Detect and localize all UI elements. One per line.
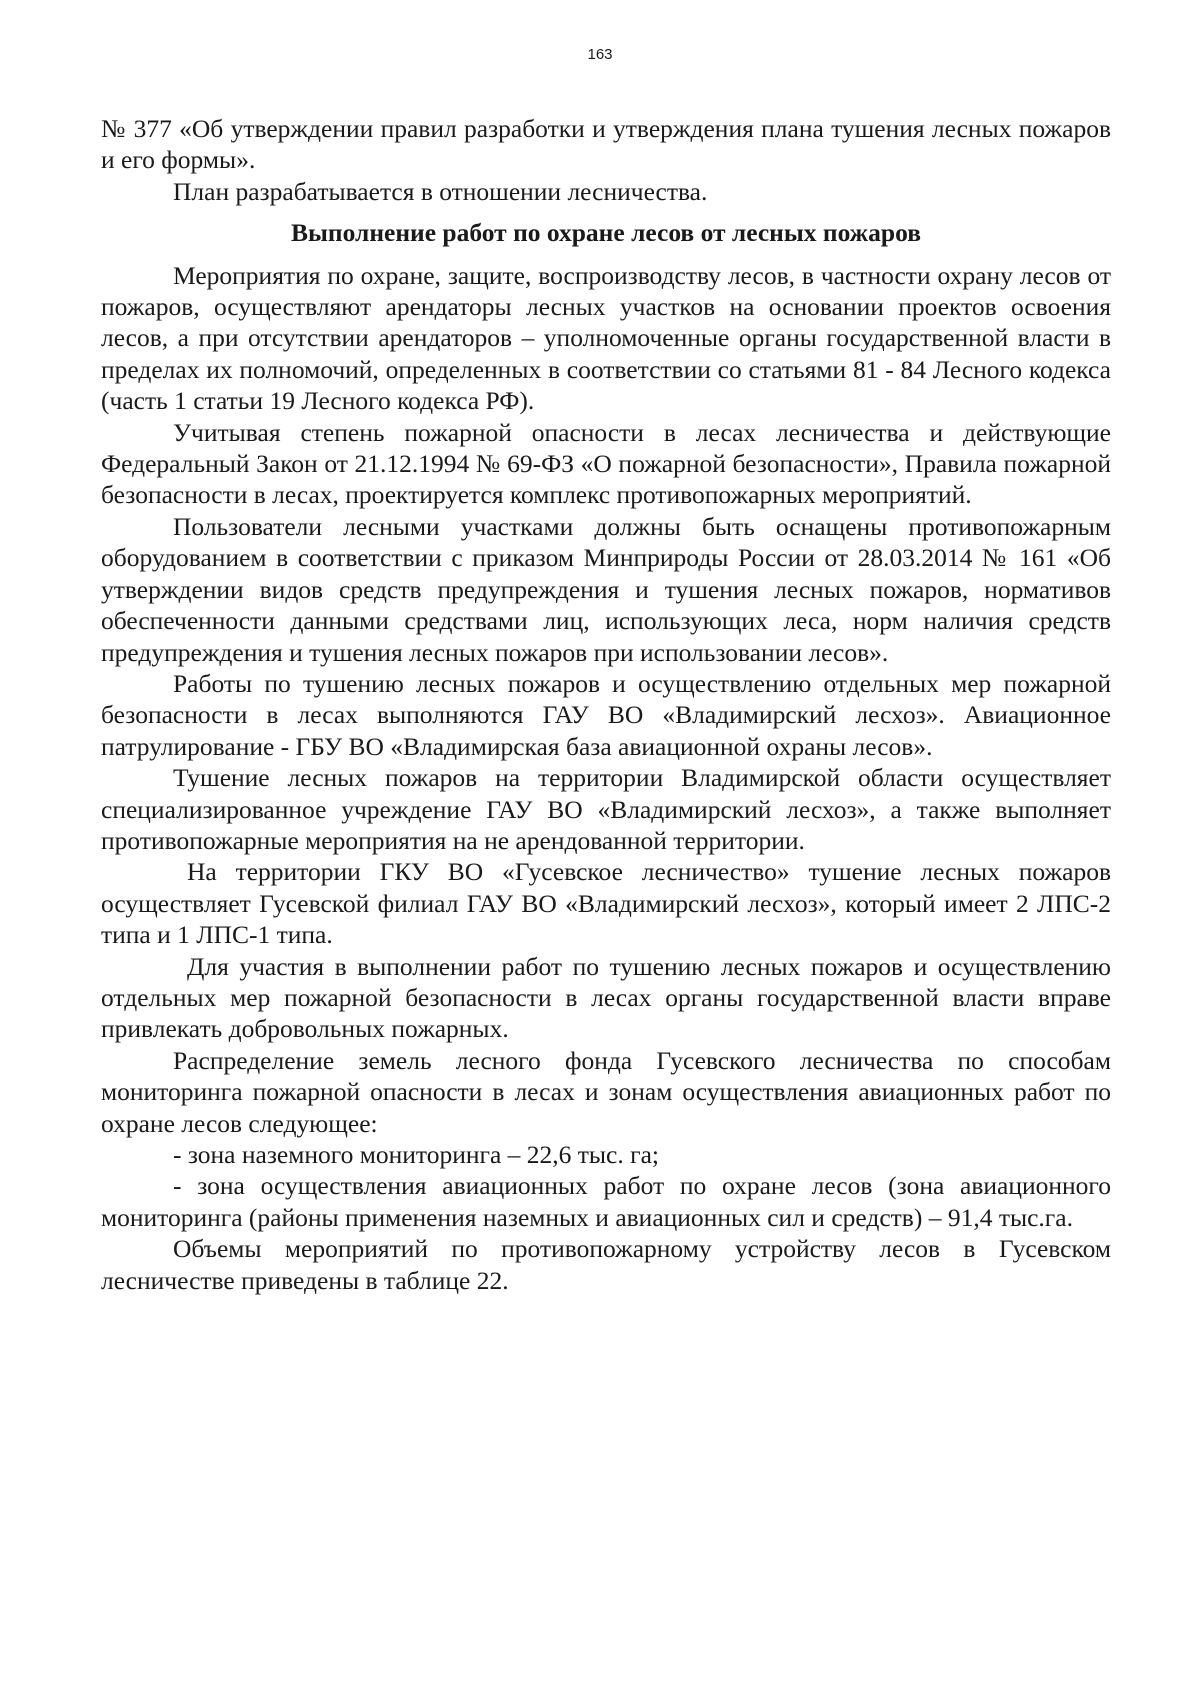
paragraph-firefighting-works: Работы по тушению лесных пожаров и осуществлению отдельных мер пожарной безопасности в лесах выполняются ГАУ ВО «Владимирский лесхоз». Авиационное патрулирование - ГБУ ВО «Владимирская база авиационной охраны лесов». [101, 668, 1111, 761]
paragraph-measures: Мероприятия по охране, защите, воспроизводству лесов, в частности охрану лесов от пожаров, осуществляют арендаторы лесных участков на основании проектов освоения лесов, а при отсутствии арендаторов – уполномоченные органы государственной власти в пределах их полномочий, определенных в соответствии со статьями 81 - 84 Лесного кодекса (часть 1 статьи 19 Лесного кодекса РФ). [101, 260, 1111, 416]
paragraph-plan-scope: План разрабатывается в отношении лесничества. [173, 176, 708, 206]
document-body [101, 113, 1111, 1296]
section-heading: Выполнение работ по охране лесов от лесных пожаров [290, 218, 921, 248]
paragraph-fire-danger: Учитывая степень пожарной опасности в лесах лесничества и действующие Федеральный Закон от 21.12.1994 № 69-ФЗ «О пожарной безопасности», Правила пожарной безопасности в лесах, проектируется комплекс противопожарных мероприятий. [101, 417, 1111, 510]
paragraph-distribution: Распределение земель лесного фонда Гусевского лесничества по способам мониторинга пожарной опасности в лесах и зонам осуществления авиационных работ по охране лесов следующее: [101, 1045, 1111, 1138]
paragraph-regional-firefighting: Тушение лесных пожаров на территории Владимирской области осуществляет специализированное учреждение ГАУ ВО «Владимирский лесхоз», а также выполняет противопожарные мероприятия на не арендованной территории. [101, 763, 1111, 855]
paragraph-volunteers: Для участия в выполнении работ по тушению лесных пожаров и осуществлению отдельных мер пожарной безопасности в лесах органы государственной власти вправе привлекать добровольных пожарных. [101, 951, 1111, 1044]
paragraph-table-reference: Объемы мероприятий по противопожарному устройству лесов в Гусевском лесничестве приведены в таблице 22. [101, 1234, 1111, 1295]
paragraph-equipment: Пользователи лесными участками должны быть оснащены противопожарным оборудованием в соответствии с приказом Минприроды России от 28.03.2014 № 161 «Об утверждении видов средств предупреждения и тушения лесных пожаров, нормативов обеспеченности данными средствами лиц, использующих леса, норм наличия средств предупреждения и тушения лесных пожаров при использовании лесов». [101, 511, 1111, 667]
page-number: 163 [587, 46, 613, 63]
paragraph-continuation: № 377 «Об утверждении правил разработки и утверждения плана тушения лесных пожаров и его формы». [101, 114, 1111, 175]
paragraph-gusevskoe: На территории ГКУ ВО «Гусевское лесничество» тушение лесных пожаров осуществляет Гусевской филиал ГАУ ВО «Владимирский лесхоз», который имеет 2 ЛПС-2 типа и 1 ЛПС-1 типа. [101, 857, 1111, 950]
list-item-aviation-monitoring: - зона осуществления авиационных работ по охране лесов (зона авиационного мониторинга (районы применения наземных и авиационных сил и средств) – 91,4 тыс.га. [101, 1171, 1111, 1232]
list-item-ground-monitoring: - зона наземного мониторинга – 22,6 тыс. га; [173, 1140, 659, 1169]
